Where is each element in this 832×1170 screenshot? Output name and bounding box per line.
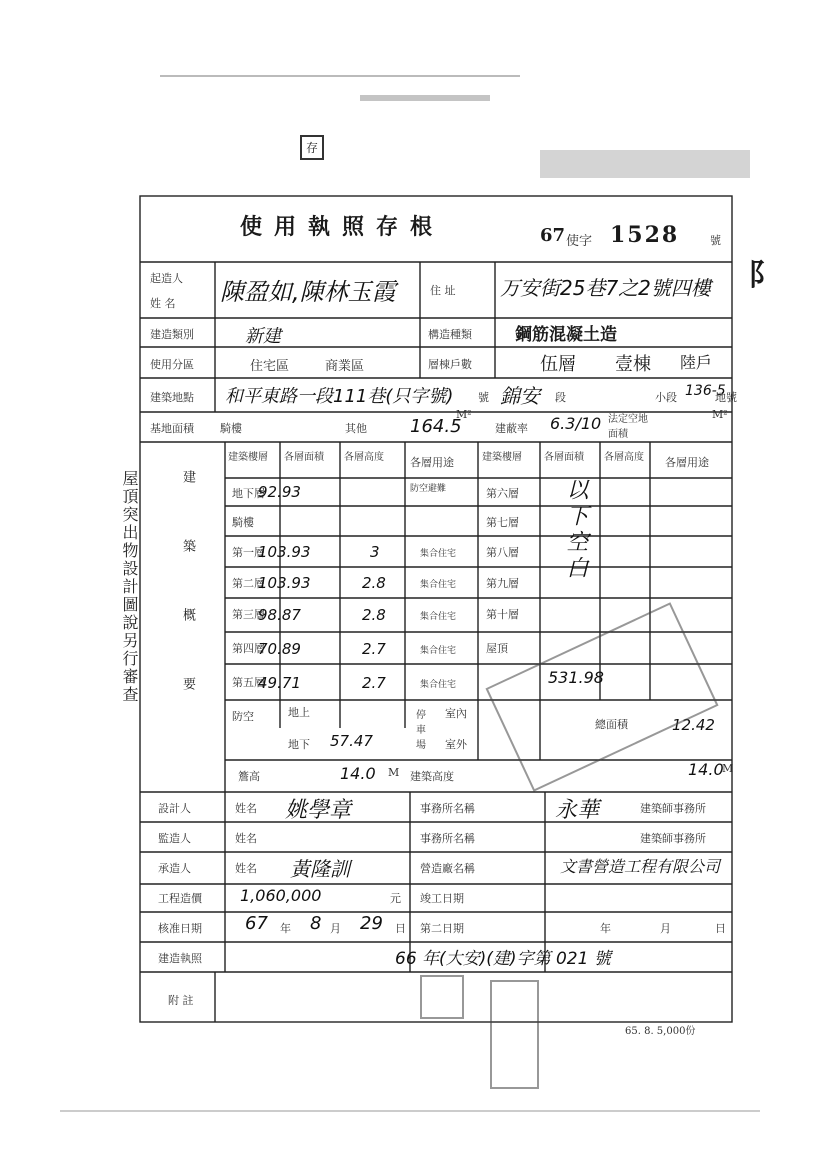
floor-area: 70.89: [258, 640, 301, 658]
parking-label: 停車場: [416, 710, 426, 751]
coverage-value: 6.3/10: [550, 414, 602, 433]
floor-area: 92.93: [258, 483, 301, 501]
header-area-left: 各層面積: [284, 452, 324, 463]
floor-use: 防空避難: [410, 484, 447, 494]
floor-height: 2.7: [362, 674, 386, 692]
second-year-unit: 年: [600, 922, 611, 935]
shelter-below: 地下: [288, 738, 310, 751]
legal-open-space-label: 法定空地面積: [608, 414, 648, 440]
shelter-label: 防空: [232, 710, 254, 723]
contractor-office: 文書營造工程有限公司: [560, 857, 721, 876]
shelter-value: 57.47: [330, 732, 373, 750]
form-title: 使用執照存根: [240, 214, 445, 240]
margin-note: 屋頂突出物設計圖說另行審查: [120, 470, 139, 704]
floor-name: 第二層: [232, 577, 265, 590]
second-month-unit: 月: [660, 922, 671, 935]
floor-use: 集合住宅: [420, 612, 457, 622]
floor-height: 2.8: [362, 574, 386, 592]
floor-use: 集合住宅: [420, 549, 457, 559]
header-floor-right: 建築樓層: [482, 452, 522, 463]
base-area-sub1: 騎樓: [220, 422, 242, 435]
floor-height: 2.8: [362, 606, 386, 624]
header-use-right: 各層用途: [665, 456, 709, 469]
permit-word: 使字: [566, 234, 593, 249]
floors-label: 層棟戶數: [428, 358, 472, 371]
permit-ref-value: 66 年(大安)(建)字第 021 號: [395, 949, 611, 969]
base-area-value: 164.5: [410, 416, 462, 437]
header-height-left: 各層高度: [344, 452, 384, 463]
floors-value: 伍層: [540, 354, 576, 375]
floor-height: 3: [370, 543, 380, 561]
cost-unit: 元: [390, 892, 401, 905]
floor-name: 騎樓: [232, 516, 254, 529]
second-date-label: 第二日期: [420, 922, 464, 935]
floor-name: 第五層: [232, 676, 265, 689]
applicant-label-bottom: 姓 名: [150, 297, 176, 310]
supervisor-office-suffix: 建築師事務所: [640, 832, 706, 845]
applicant-name: 陳盈如,陳林玉霞: [220, 278, 396, 306]
location-label: 建築地點: [150, 391, 194, 404]
blank-below-note: 以下空白: [563, 478, 588, 582]
issue-month-unit: 月: [330, 922, 341, 935]
legal-open-space-unit: M²: [712, 408, 728, 421]
total-area-label: 總面積: [595, 718, 628, 731]
eave-unit: M: [388, 766, 400, 779]
official-seal: [490, 980, 539, 1089]
designer-office: 永華: [555, 798, 600, 823]
header-height-right: 各層高度: [604, 452, 644, 463]
designer-office-label: 事務所名稱: [420, 802, 475, 815]
floor-name: 第十層: [486, 608, 519, 621]
floor-use: 集合住宅: [420, 580, 457, 590]
contractor-role: 承造人: [158, 862, 191, 875]
remarks-label: 附 註: [168, 994, 194, 1007]
cost-label: 工程造價: [158, 892, 202, 905]
floor-name: 第七層: [486, 516, 519, 529]
zoning-label: 使用分區: [150, 358, 194, 371]
section-value: 錦安: [500, 384, 540, 408]
designer-office-suffix: 建築師事務所: [640, 802, 706, 815]
floor-name: 第六層: [486, 487, 519, 500]
print-info: 65. 8. 5,000份: [625, 1026, 696, 1037]
floor-name: 第三層: [232, 608, 265, 621]
floor-name: 第八層: [486, 546, 519, 559]
floor-name: 第九層: [486, 577, 519, 590]
section-suffix: 段: [555, 391, 566, 404]
issue-month: 8: [310, 913, 322, 934]
floor-use: 集合住宅: [420, 646, 457, 656]
edge-mark: 阝: [748, 258, 778, 293]
floor-name: 第一層: [232, 546, 265, 559]
contractor-office-label: 營造廠名稱: [420, 862, 475, 875]
applicant-label-top: 起造人: [150, 272, 183, 285]
floor-name: 地下層: [232, 487, 265, 500]
floor-name: 第四層: [232, 642, 265, 655]
supervisor-name-label: 姓名: [235, 832, 257, 845]
location-value: 和平東路一段111巷(只字號): [225, 386, 454, 407]
permit-number: 1528: [610, 222, 680, 248]
eave-label: 簷高: [238, 770, 260, 783]
floor-use: 集合住宅: [420, 680, 457, 690]
designer-name-label: 姓名: [235, 802, 257, 815]
location-no-label: 號: [478, 391, 489, 404]
floor-name: 屋頂: [486, 642, 508, 655]
base-area-unit: M²: [456, 408, 472, 421]
category-label: 建造類別: [150, 328, 194, 341]
issue-year-unit: 年: [280, 922, 291, 935]
floor-area: 103.93: [258, 574, 311, 592]
cost-value: 1,060,000: [240, 886, 322, 905]
floor-area: 49.71: [258, 674, 301, 692]
permit-ref-label: 建造執照: [158, 952, 202, 965]
designer-role: 設計人: [158, 802, 191, 815]
parking-outdoor: 室外: [445, 738, 467, 751]
structure-label: 構造種類: [428, 328, 472, 341]
units-value: 陸戶: [680, 353, 713, 372]
corner-stamp: 存: [300, 135, 324, 160]
finish-label: 竣工日期: [420, 892, 464, 905]
contractor-name: 黃隆訓: [290, 857, 350, 881]
issue-day-unit: 日: [395, 922, 406, 935]
parking-indoor: 室內: [445, 707, 467, 720]
issue-day: 29: [360, 913, 383, 934]
official-seal: [420, 975, 464, 1019]
contractor-name-label: 姓名: [235, 862, 257, 875]
height-unit: M: [722, 762, 734, 775]
floor-height: 2.7: [362, 640, 386, 658]
second-day-unit: 日: [715, 922, 726, 935]
lot-value: 136-5: [685, 383, 726, 399]
address-value: 万安街25巷7之2號四樓: [500, 276, 711, 300]
permit-number-suffix: 號: [710, 234, 721, 247]
base-area-label: 基地面積: [150, 422, 194, 435]
designer-name: 姚學章: [285, 798, 352, 823]
category-value: 新建: [245, 326, 281, 347]
height-label: 建築高度: [410, 770, 454, 783]
issue-year: 67: [245, 913, 268, 934]
header-use-left: 各層用途: [410, 456, 454, 469]
floor-area: 103.93: [258, 543, 311, 561]
total-floor-area: 531.98: [548, 668, 604, 687]
shelter-above: 地上: [288, 706, 310, 719]
supervisor-role: 監造人: [158, 832, 191, 845]
header-floor-left: 建築樓層: [228, 452, 268, 463]
supervisor-office-label: 事務所名稱: [420, 832, 475, 845]
coverage-label: 建蔽率: [495, 422, 528, 435]
issue-label: 核准日期: [158, 922, 202, 935]
address-label: 住 址: [430, 284, 456, 297]
structure-value: 鋼筋混凝土造: [515, 325, 617, 345]
height-value: 14.0: [688, 760, 724, 779]
lot-suffix: 地號: [715, 391, 737, 404]
base-area-sub2: 其他: [345, 422, 367, 435]
lot-label: 小段: [655, 391, 677, 404]
scan-noise-line: [60, 1110, 760, 1112]
total-area-value: 12.42: [672, 716, 715, 734]
zoning-value-1: 住宅區: [250, 359, 290, 374]
zoning-value-2: 商業區: [325, 359, 365, 374]
building-summary-label: 建築概要: [180, 470, 195, 746]
eave-value: 14.0: [340, 764, 376, 783]
header-area-right: 各層面積: [544, 452, 584, 463]
buildings-value: 壹棟: [615, 354, 651, 375]
permit-year: 67: [540, 225, 566, 246]
floor-area: 98.87: [258, 606, 301, 624]
